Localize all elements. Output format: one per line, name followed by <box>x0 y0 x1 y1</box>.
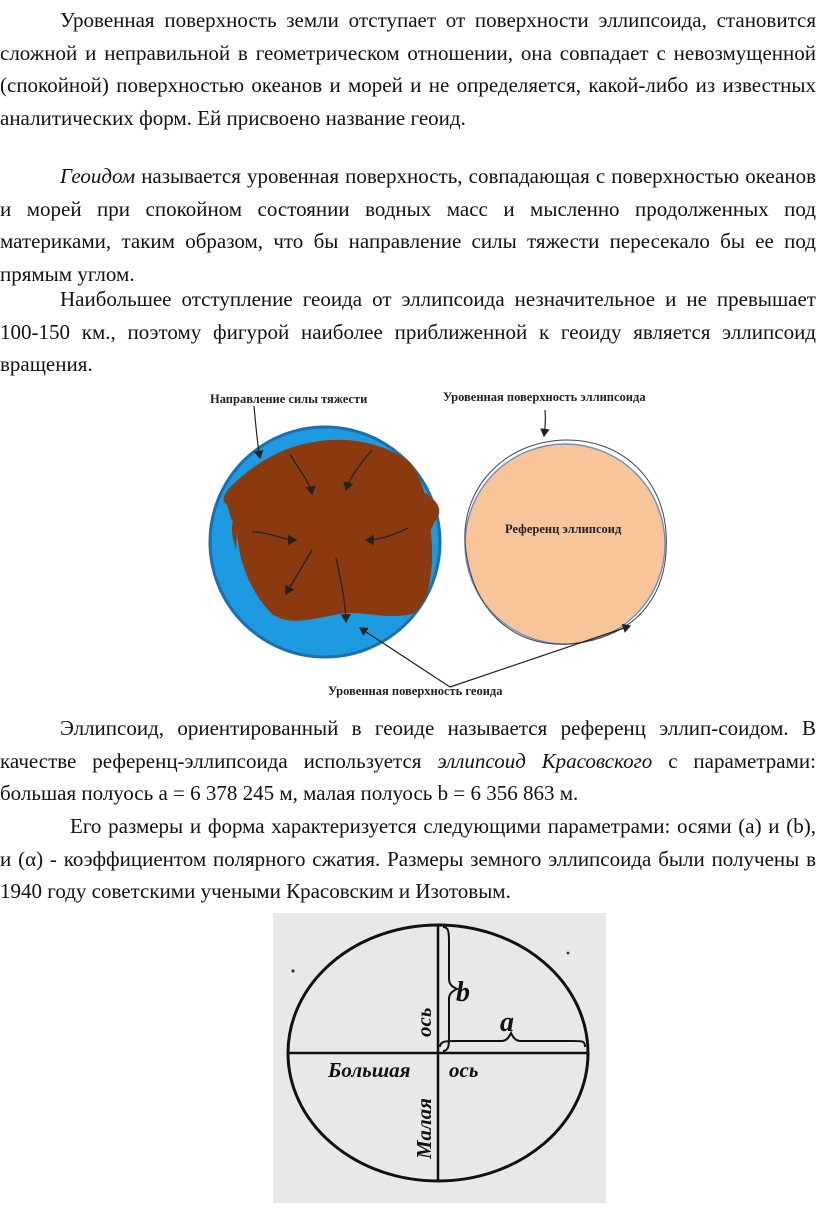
label-a: a <box>500 1007 514 1038</box>
label-major: Большая <box>328 1058 411 1082</box>
figure-geoid-ellipsoid <box>200 382 680 702</box>
paragraph-parameters <box>0 810 816 908</box>
label-os-vertical: ось <box>412 1007 436 1037</box>
scan-dot-1 <box>291 969 294 972</box>
paragraph-reference-ellipsoid-text-a: Эллипсоид, ориентированный в геоиде называется референц эллип-соидом. В качестве референц-эллипсоида используется <box>0 716 816 773</box>
label-gravity-direction: Направление силы тяжести <box>210 392 368 406</box>
paragraph-geoid-definition <box>0 160 816 290</box>
figure-ellipse-axes-svg <box>273 913 606 1203</box>
paragraph-deviation-text: Наибольшее отступление геоида от эллипсоида незначительное и не превышает 100-150 км., поэтому фигурой наиболее приближенной к геоиду является эллипсоид вращения. <box>0 287 816 376</box>
paragraph-geoid-intro <box>0 4 816 134</box>
figure-geoid-ellipsoid-svg <box>200 382 680 702</box>
geoid-surface-pointer-left <box>360 628 450 687</box>
brace-b <box>443 927 457 1051</box>
label-b: b <box>456 977 470 1008</box>
scan-dot-2 <box>567 952 570 955</box>
paragraph-reference-ellipsoid <box>0 712 816 810</box>
figure-ellipse-axes <box>273 913 606 1203</box>
reference-ellipsoid-circle <box>465 444 665 644</box>
term-krasovsky-ellipsoid: эллипсоид Красовского <box>437 748 653 773</box>
paragraph-geoid-intro-text: Уровенная поверхность земли отступает от поверхности эллипсоида, становится сложной и неправильной в геометрическом отношении, она совпадает с невозмущенной (спокойной) поверхностью океанов и морей и не определяется, какой-либо из известных аналитических форм. Ей присвоено название геоид. <box>0 8 816 130</box>
paragraph-parameters-text: Его размеры и форма характеризуется следующими параметрами: осями (а) и (b), и (α) - коэффициентом полярного сжатия. Размеры земного эллипсоида были получены в 1940 году советскими учеными Красовским и Изотовым. <box>0 814 816 903</box>
label-os-right: ось <box>449 1058 479 1082</box>
paragraph-deviation <box>0 283 816 381</box>
paragraph-geoid-definition-text: называется уровенная поверхность, совпадающая с поверхностью океанов и морей при спокойном состоянии водных масс и мысленно продолженных под материками, таким образом, что бы направление силы тяжести пересекало бы ее под прямым углом. <box>0 164 816 286</box>
term-geoid: Геоидом <box>60 164 136 188</box>
label-ellipsoid-surface: Уровенная поверхность эллипсоида <box>443 390 646 404</box>
paragraph-reference-ellipsoid-text-b: с параметрами: большая полуось а = 6 378 245 м, малая полуось b = 6 356 863 м. <box>0 748 816 805</box>
label-minor: Малая <box>412 1098 436 1159</box>
ellipsoid-label-pointer <box>544 410 545 436</box>
label-geoid-surface: Уровенная поверхность геоида <box>328 684 503 698</box>
label-reference-ellipsoid: Референц эллипсоид <box>505 522 622 536</box>
